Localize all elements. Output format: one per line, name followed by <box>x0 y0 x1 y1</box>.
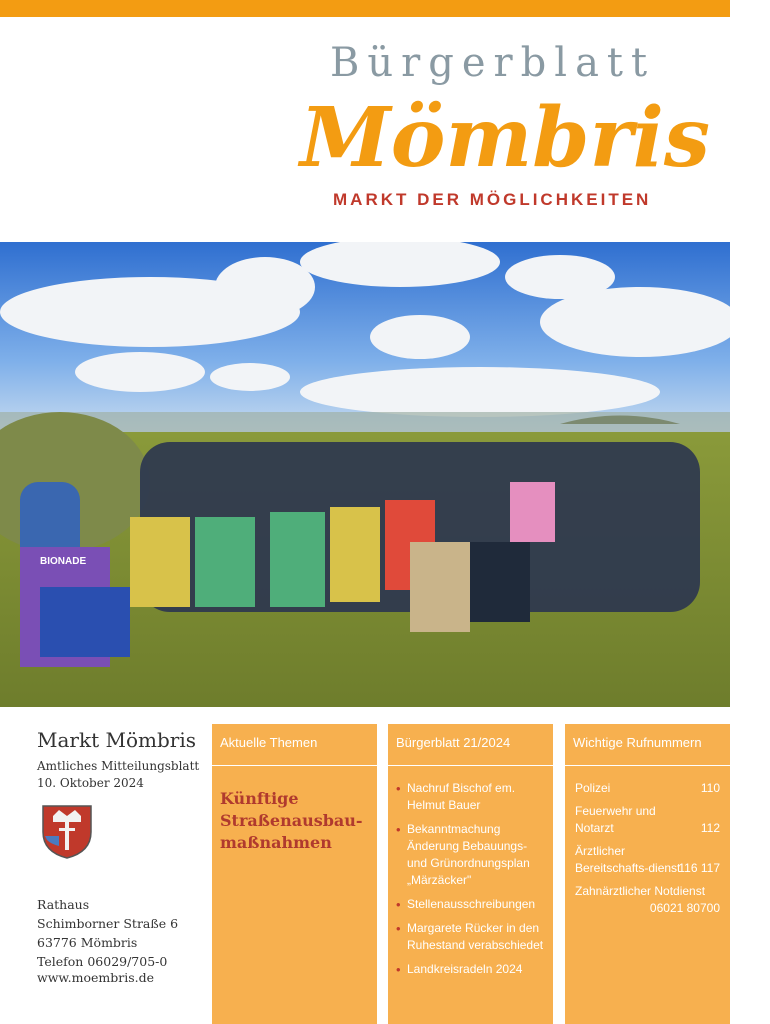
town-hall-address <box>37 895 178 971</box>
publication-type: Amtliches Mitteilungsblatt <box>37 759 200 773</box>
phone-number: 110 <box>700 781 720 795</box>
publication-date: 10. Oktober 2024 <box>37 776 144 790</box>
phone-entry <box>575 883 720 917</box>
list-item: • Nachruf Bischof em. Helmut Bauer <box>396 780 549 814</box>
feature-line: Straßenausbau- <box>220 811 363 830</box>
panel-heading: Wichtige Rufnummern <box>565 724 730 766</box>
chair-print-text: BIONADE <box>40 556 87 567</box>
panel-heading: Aktuelle Themen <box>212 724 377 766</box>
phone-line: Telefon 06029/705-0 <box>37 954 168 969</box>
brand-main-text: Mömbris <box>300 90 711 186</box>
list-item: • Landkreisradeln 2024 <box>396 961 549 978</box>
phone-number: 06021 80700 <box>649 901 720 915</box>
phone-number: 112 <box>700 821 720 835</box>
tagline: MARKT DER MÖGLICHKEITEN <box>333 190 652 209</box>
website-link[interactable]: www.moembris.de <box>37 970 154 985</box>
phone-entry <box>575 780 720 797</box>
current-topics-panel <box>212 724 377 1024</box>
phone-entry <box>575 803 720 837</box>
brand-logo-title <box>290 78 750 188</box>
feature-topic <box>212 766 377 854</box>
feature-line: maßnahmen <box>220 833 332 852</box>
top-accent-bar <box>0 0 730 17</box>
phone-label: Ärztlicher Bereitschafts-dienst <box>575 844 681 875</box>
list-item: • Margarete Rücker in den Ruhestand verabschiedet <box>396 920 549 954</box>
issue-contents-panel <box>388 724 553 1024</box>
phone-label: Feuerwehr und Notarzt <box>575 804 656 835</box>
publisher-name: Markt Mömbris <box>37 728 196 752</box>
list-item: • Stellenausschreibungen <box>396 896 549 913</box>
phone-entry <box>575 843 720 877</box>
address-line: Schimborner Straße 6 <box>37 916 179 931</box>
address-line: Rathaus <box>37 897 90 912</box>
panel-heading: Bürgerblatt 21/2024 <box>388 724 553 766</box>
list-item: • Bekanntmachung Änderung Bebauungs- und Grünordnungsplan „Märzäcker" <box>396 821 549 889</box>
phone-label: Polizei <box>575 781 611 795</box>
brand-top-title: Bürgerblatt <box>330 40 656 86</box>
publisher-info <box>37 728 207 792</box>
group-photo <box>0 242 730 707</box>
phone-number: 116 117 <box>678 861 720 875</box>
feature-line: Künftige <box>220 789 299 808</box>
emergency-numbers-panel <box>565 724 730 1024</box>
phone-label: Zahnärztlicher Notdienst <box>575 884 706 898</box>
address-line: 63776 Mömbris <box>37 935 138 950</box>
coat-of-arms-icon <box>39 800 95 860</box>
